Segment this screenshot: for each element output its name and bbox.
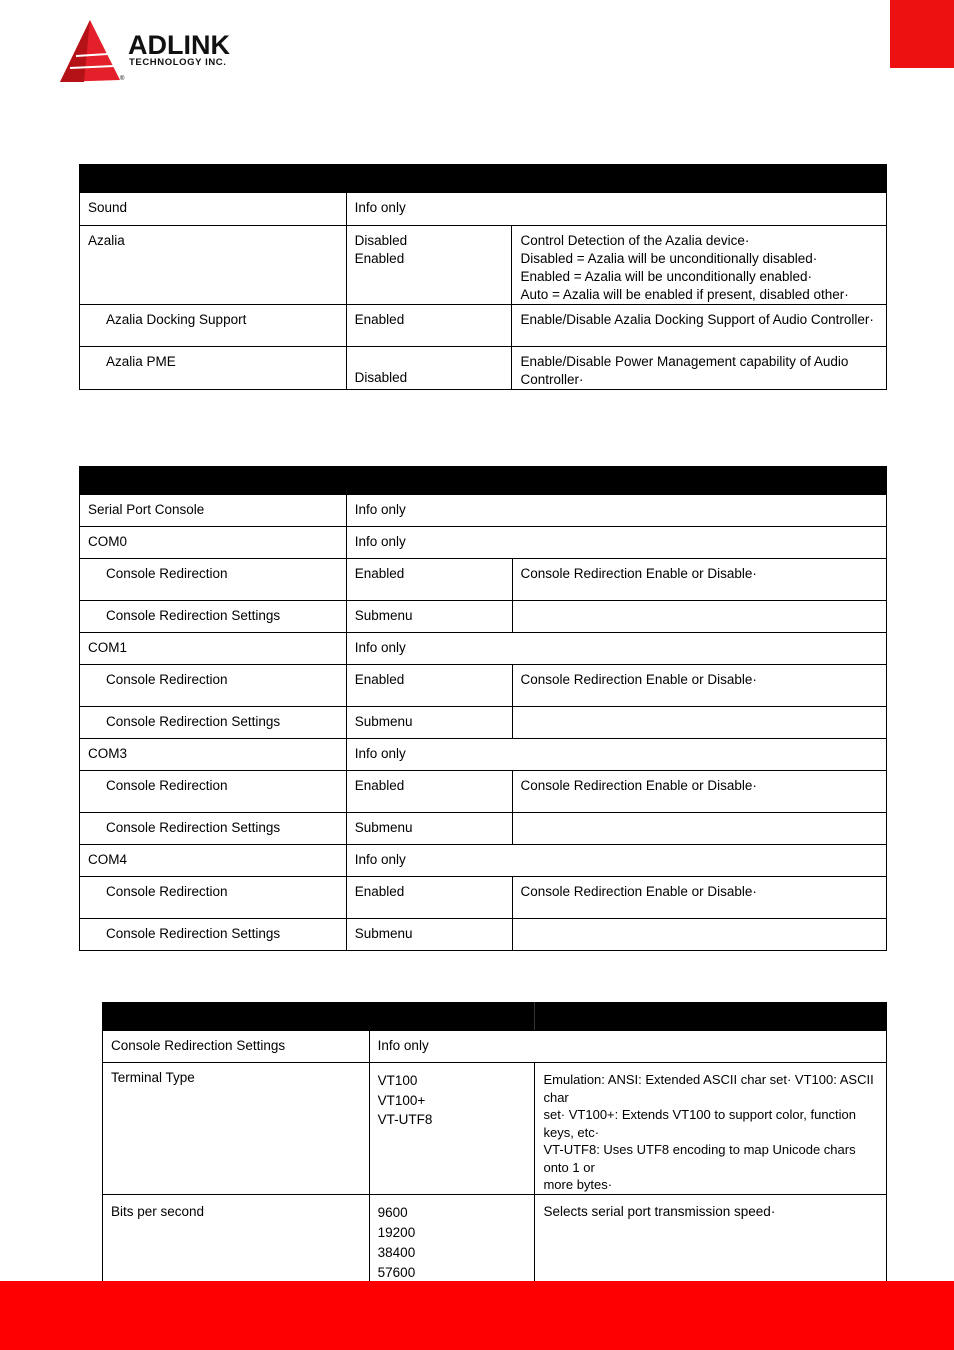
description-line: Auto = Azalia will be enabled if present, disabled other· — [520, 287, 849, 302]
option-value: Disabled — [354, 233, 408, 248]
setting-name: COM4 — [88, 852, 128, 867]
setting-description — [513, 919, 886, 925]
table-header — [80, 165, 887, 193]
setting-description: Enable/Disable Power Management capability of Audio Controller· — [520, 354, 849, 387]
option-value: Enabled — [354, 251, 405, 266]
table-header — [103, 1003, 887, 1031]
option-value: VT-UTF8 — [377, 1112, 433, 1127]
option-value: VT100 — [377, 1073, 418, 1088]
setting-options: Info only — [354, 200, 406, 215]
setting-name: Console Redirection — [106, 672, 228, 687]
setting-options: Submenu — [354, 714, 413, 729]
logo-wordmark: ADLINK — [128, 30, 230, 60]
setting-name: COM1 — [88, 640, 128, 655]
table-row — [80, 559, 887, 601]
setting-options: Enabled — [354, 672, 405, 687]
setting-options: Enabled — [354, 566, 405, 581]
setting-description: Console Redirection Enable or Disable· — [520, 672, 757, 687]
option-value: 9600 — [377, 1204, 408, 1220]
table-row — [80, 193, 887, 226]
setting-description — [513, 601, 886, 607]
setting-name: Azalia PME — [106, 354, 176, 369]
setting-options: Submenu — [354, 820, 413, 835]
console-redirection-settings-table — [102, 1002, 887, 1303]
setting-options: Disabled — [354, 370, 408, 385]
option-value: 38400 — [377, 1244, 416, 1260]
setting-options: Submenu — [354, 926, 413, 941]
corner-tab — [890, 0, 954, 68]
table-row — [80, 739, 887, 771]
footer-bar — [0, 1281, 954, 1350]
table-row — [80, 347, 887, 390]
table-row — [80, 707, 887, 739]
option-value: VT100+ — [377, 1092, 426, 1108]
table-row — [80, 633, 887, 665]
logo-tagline: TECHNOLOGY INC. — [129, 57, 227, 68]
sound-settings-table — [79, 164, 887, 390]
adlink-triangle-icon — [58, 18, 128, 86]
table-row — [80, 226, 887, 305]
description-line: more bytes· — [543, 1177, 613, 1192]
setting-description: Console Redirection Enable or Disable· — [520, 778, 757, 793]
setting-options: Enabled — [354, 312, 405, 327]
option-value: 19200 — [377, 1224, 416, 1240]
setting-name: Serial Port Console — [88, 502, 205, 517]
description-line: Disabled = Azalia will be unconditionally disabled· — [520, 251, 818, 266]
setting-options: Info only — [377, 1038, 429, 1053]
setting-name: Console Redirection Settings — [111, 1038, 286, 1053]
setting-options: Enabled — [354, 884, 405, 899]
setting-name: COM3 — [88, 746, 128, 761]
description-line: Enabled = Azalia will be unconditionally enabled· — [520, 269, 813, 284]
description-line: set· VT100+: Extends VT100 to support color, function keys, etc· — [543, 1107, 857, 1140]
description-line: VT-UTF8: Uses UTF8 encoding to map Unicode chars onto 1 or — [543, 1142, 856, 1175]
setting-options: Info only — [354, 640, 406, 655]
setting-description: Console Redirection Enable or Disable· — [520, 884, 757, 899]
table-row — [80, 495, 887, 527]
setting-description: Enable/Disable Azalia Docking Support of Audio Controller· — [520, 312, 874, 327]
table-row — [103, 1031, 887, 1063]
setting-name: Console Redirection Settings — [106, 608, 281, 623]
serial-console-table — [79, 466, 887, 951]
table-row — [80, 919, 887, 951]
setting-name: Console Redirection Settings — [106, 926, 281, 941]
setting-options: Enabled — [354, 778, 405, 793]
setting-name: Azalia — [88, 233, 125, 248]
table-row — [80, 527, 887, 559]
setting-options: Info only — [354, 534, 406, 549]
setting-name: Console Redirection Settings — [106, 714, 281, 729]
table-row — [80, 305, 887, 347]
setting-name: Terminal Type — [111, 1070, 195, 1085]
setting-name: Console Redirection — [106, 884, 228, 899]
table-row — [80, 813, 887, 845]
table-row — [80, 665, 887, 707]
setting-description — [513, 707, 886, 713]
option-value: 57600 — [377, 1264, 416, 1280]
adlink-logo — [58, 18, 273, 88]
table-row — [80, 845, 887, 877]
setting-name: Console Redirection — [106, 778, 228, 793]
description-line: Emulation: ANSI: Extended ASCII char set· VT100: ASCII char — [543, 1072, 874, 1105]
description-line: Control Detection of the Azalia device· — [520, 233, 750, 248]
setting-options: Info only — [354, 746, 406, 761]
table-row — [80, 601, 887, 633]
setting-description: Selects serial port transmission speed· — [543, 1203, 776, 1219]
table-row — [103, 1063, 887, 1195]
setting-name: Console Redirection Settings — [106, 820, 281, 835]
setting-description — [513, 813, 886, 819]
setting-name: Sound — [88, 200, 128, 215]
table-row — [80, 877, 887, 919]
setting-description: Console Redirection Enable or Disable· — [520, 566, 757, 581]
setting-name: Azalia Docking Support — [106, 312, 247, 327]
registered-mark: ® — [120, 76, 125, 82]
setting-name: Bits per second — [111, 1203, 205, 1219]
setting-options: Info only — [354, 502, 406, 517]
setting-name: COM0 — [88, 534, 128, 549]
setting-options: Submenu — [354, 608, 413, 623]
table-row — [80, 771, 887, 813]
table-header — [80, 467, 887, 495]
setting-name: Console Redirection — [106, 566, 228, 581]
setting-options: Info only — [354, 852, 406, 867]
